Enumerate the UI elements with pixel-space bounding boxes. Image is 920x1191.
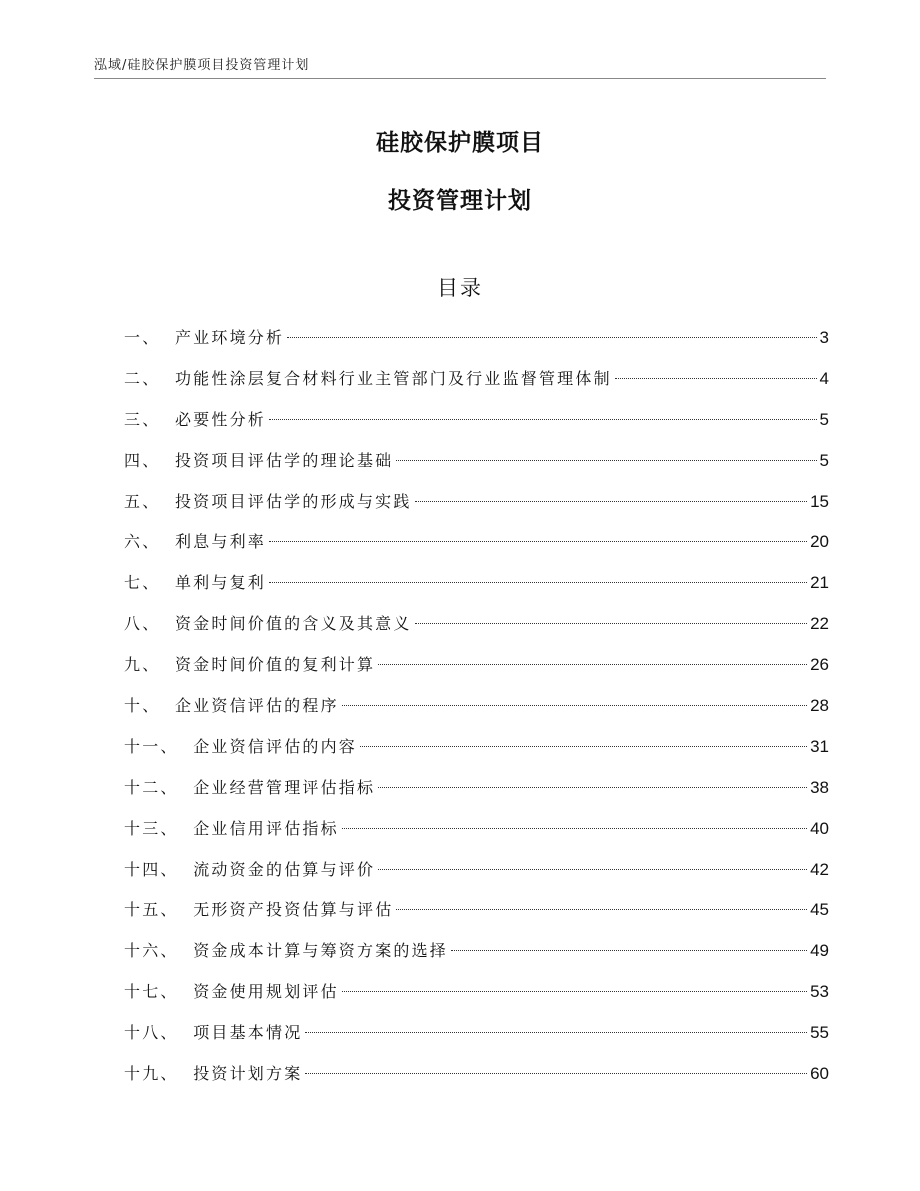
toc-entry-page: 21 [810,573,829,593]
toc-entry-label: 投资项目评估学的理论基础 [174,450,394,470]
toc-dot-leader [342,705,807,706]
toc-dot-leader [342,828,807,829]
toc-entry-number: 一、 [124,328,161,347]
toc-entry-label: 企业资信评估的内容 [193,736,357,756]
toc-entry-label: 资金使用规划评估 [193,982,339,1002]
toc-entry-page: 28 [810,696,829,716]
toc-entry[interactable] [124,1058,829,1099]
toc-entry[interactable] [124,567,829,608]
toc-entry-label: 项目基本情况 [193,1023,303,1043]
toc-entry-number: 三、 [124,409,161,429]
toc-entry-number: 八、 [124,614,161,634]
toc-dot-leader [342,991,807,992]
toc-dot-leader [305,1032,807,1033]
toc-dot-leader [415,501,807,502]
toc-entry-label: 企业经营管理评估指标 [193,777,376,797]
toc-entry-page: 31 [810,736,829,756]
toc-entry-label: 资金时间价值的含义及其意义 [174,614,412,634]
toc-entry-number: 十九、 [124,1064,179,1084]
toc-entry-label: 利息与利率 [174,532,266,552]
toc-entry-number: 五、 [124,491,161,511]
toc-entry[interactable] [124,649,829,690]
toc-entry-number: 十五、 [124,900,179,920]
toc-entry[interactable] [124,445,829,486]
toc-dot-leader [396,460,816,461]
toc-entry[interactable] [124,526,829,567]
toc-entry-label: 企业资信评估的程序 [174,696,339,716]
toc-entry-label: 投资项目评估学的形成与实践 [174,491,412,511]
toc-entry-page: 5 [819,409,829,429]
toc-dot-leader [305,1073,807,1074]
toc-dot-leader [378,869,807,870]
toc-entry-page: 45 [810,900,829,920]
toc-dot-leader [378,787,807,788]
toc-entry-number: 十八、 [124,1023,179,1043]
toc-entry-number: 六、 [124,532,161,552]
toc-entry-label: 单利与复利 [174,573,266,593]
toc-entry-number: 十六、 [124,941,179,961]
toc-entry[interactable] [124,854,829,895]
document-subtitle: 投资管理计划 [388,188,532,214]
toc-entry-page: 40 [810,818,829,838]
toc-entry-number: 十三、 [124,818,179,838]
document-title: 硅胶保护膜项目 [376,130,544,156]
toc-entry-number: 四、 [124,450,161,470]
running-header: 泓域/硅胶保护膜项目投资管理计划 [94,58,310,73]
toc-heading: 目录 [437,276,483,300]
toc-entry-page: 49 [810,941,829,961]
toc-entry-number: 七、 [124,573,161,593]
toc-entry-label: 资金成本计算与筹资方案的选择 [193,941,448,961]
toc-entry-label: 必要性分析 [174,409,266,429]
toc-entry[interactable] [124,772,829,813]
toc-entry-page: 26 [810,655,829,675]
toc-dot-leader [415,623,807,624]
toc-dot-leader [615,378,817,379]
toc-dot-leader [269,582,807,583]
toc-entry[interactable] [124,404,829,445]
toc-entry-label: 功能性涂层复合材料行业主管部门及行业监督管理体制 [174,368,612,388]
toc-entry-label: 资金时间价值的复利计算 [174,655,376,675]
toc-entry[interactable] [124,322,829,363]
toc-entry[interactable] [124,608,829,649]
toc-entry-page: 60 [810,1064,829,1084]
toc-entry-page: 4 [819,368,829,388]
toc-entry[interactable] [124,935,829,976]
toc-dot-leader [396,909,807,910]
toc-entry-label: 产业环境分析 [174,328,285,347]
toc-entry-number: 十七、 [124,982,179,1002]
toc-entry-label: 企业信用评估指标 [193,818,339,838]
toc-entry[interactable] [124,690,829,731]
toc-entry-number: 十、 [124,696,161,716]
toc-entry-label: 投资计划方案 [193,1064,303,1084]
toc-dot-leader [451,950,807,951]
toc-entry-number: 十一、 [124,736,179,756]
toc-entry-label: 无形资产投资估算与评估 [193,900,394,920]
toc-entry-page: 38 [810,777,829,797]
toc-entry-label: 流动资金的估算与评价 [193,859,376,879]
toc-entry-page: 20 [810,532,829,552]
toc-entry[interactable] [124,1017,829,1058]
toc-entry[interactable] [124,813,829,854]
toc-dot-leader [269,419,817,420]
toc-entry-page: 22 [810,614,829,634]
toc-entry-number: 九、 [124,655,161,675]
toc-entry-number: 十二、 [124,777,179,797]
toc-dot-leader [287,337,816,338]
toc-entry[interactable] [124,731,829,772]
toc-entry-page: 55 [810,1023,829,1043]
toc-entry-page: 5 [819,450,829,470]
toc-entry[interactable] [124,486,829,527]
toc-dot-leader [360,746,807,747]
toc-entry-number: 二、 [124,368,161,388]
toc-dot-leader [378,664,807,665]
toc-entry[interactable] [124,894,829,935]
toc-entry[interactable] [124,976,829,1017]
toc-dot-leader [269,541,807,542]
toc-entry-page: 42 [810,859,829,879]
toc-entry-page: 15 [810,491,829,511]
toc-entry[interactable] [124,363,829,404]
toc-entry-page: 3 [819,328,829,347]
toc-entry-number: 十四、 [124,859,179,879]
table-of-contents [124,322,829,1099]
toc-entry-page: 53 [810,982,829,1002]
header-divider [94,78,826,79]
